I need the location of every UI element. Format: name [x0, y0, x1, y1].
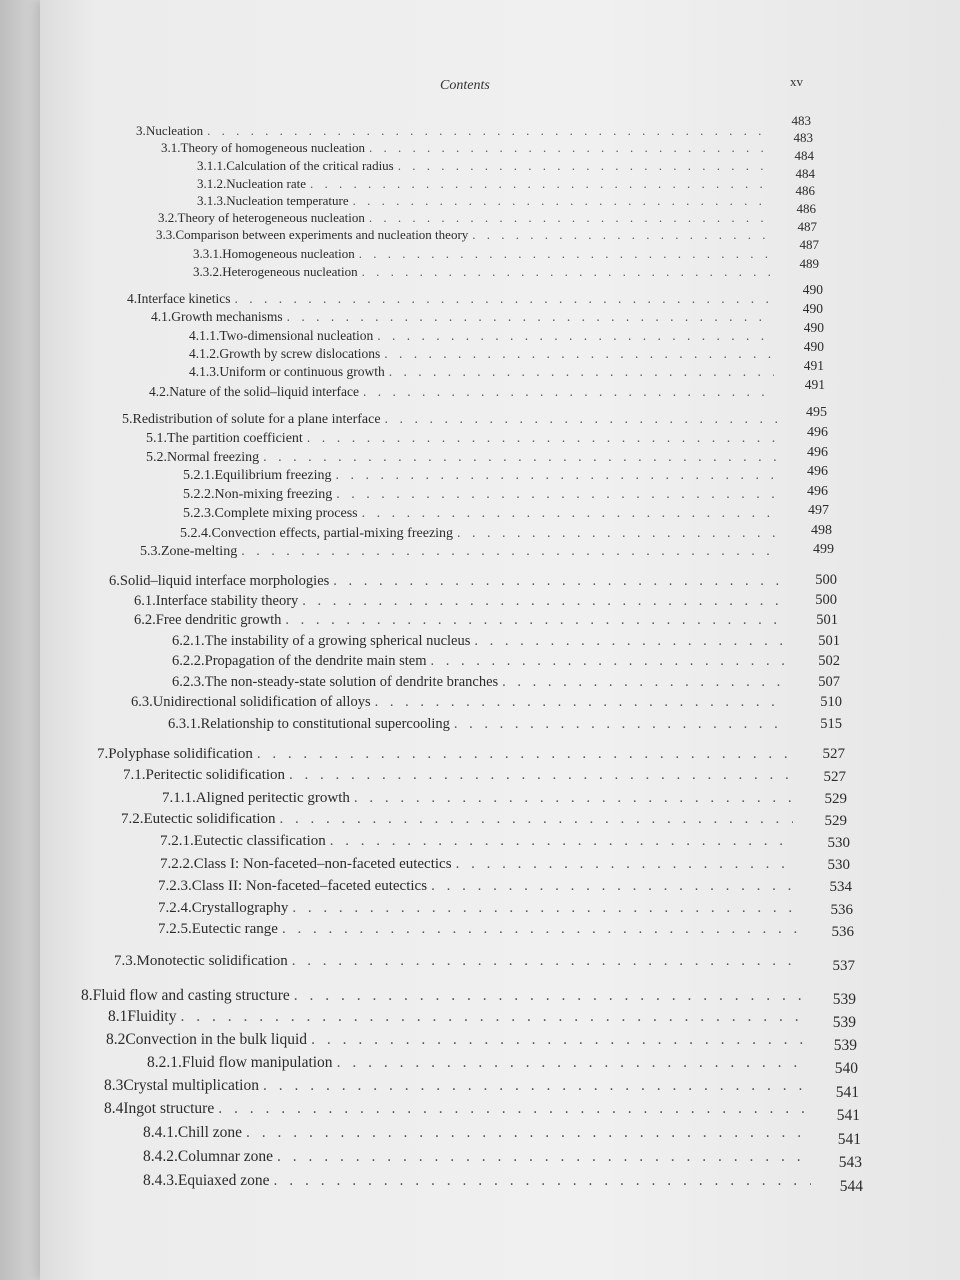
toc-entry-page-number: 496	[807, 425, 828, 440]
toc-entry-page-number: 490	[803, 339, 824, 354]
toc-entry-title: Crystal multiplication	[123, 1077, 259, 1094]
toc-entry-page-number: 484	[794, 148, 814, 163]
toc-entry	[193, 264, 770, 280]
toc-leader-dots	[330, 833, 795, 850]
toc-leader-dots	[369, 140, 765, 156]
toc-leader-dots	[310, 176, 765, 192]
toc-leader-dots	[363, 384, 775, 400]
toc-entry-title: Free dendritic growth	[155, 612, 282, 628]
toc-entry-title: Two-dimensional nucleation	[219, 328, 374, 343]
toc-entry	[189, 328, 773, 344]
toc-entry-number: 5.2.	[146, 450, 167, 465]
toc-entry	[136, 123, 765, 139]
toc-entry	[172, 633, 786, 650]
toc-entry-page-number: 527	[822, 746, 845, 762]
toc-entry-number: 6.2.2.	[172, 653, 205, 669]
toc-entry-page-number: 527	[823, 769, 846, 785]
toc-entry-title: Comparison between experiments and nucleation theory	[175, 227, 469, 242]
toc-entry-number: 7.1.	[123, 767, 146, 783]
toc-entry-number: 6.2.	[134, 612, 156, 628]
toc-entry-page-number: 490	[802, 301, 823, 316]
toc-entry-title: Columnar zone	[177, 1148, 274, 1165]
toc-entry-title: Theory of homogeneous nucleation	[180, 140, 365, 155]
toc-leader-dots	[333, 573, 785, 590]
toc-entry-number: 8.2.1.	[147, 1054, 182, 1071]
toc-entry	[143, 1172, 811, 1190]
toc-entry	[122, 412, 779, 428]
toc-entry-number: 8.	[81, 987, 93, 1004]
toc-entry	[134, 593, 785, 610]
toc-leader-dots	[287, 309, 772, 325]
toc-entry-title: Propagation of the dendrite main stem	[204, 653, 427, 669]
toc-entry-title: Class I: Non-faceted–non-faceted eutectics	[193, 856, 452, 872]
toc-entry-title: Redistribution of solute for a plane interface	[132, 412, 381, 427]
toc-leader-dots	[263, 450, 779, 466]
toc-entry	[134, 612, 786, 629]
toc-leader-dots	[398, 158, 765, 174]
toc-entry	[183, 487, 780, 503]
toc-leader-dots	[431, 653, 786, 670]
toc-entry-number: 8.4	[104, 1100, 124, 1117]
running-header-page-number: xv	[790, 74, 803, 89]
toc-entry-page-number: 529	[824, 813, 847, 829]
toc-entry-page-number: 543	[838, 1154, 862, 1171]
toc-entry-title: Solid–liquid interface morphologies	[119, 573, 330, 589]
toc-leader-dots	[337, 1054, 807, 1072]
toc-entry-page-number: 540	[834, 1060, 858, 1077]
toc-entry-number: 8.4.1.	[143, 1124, 178, 1141]
toc-entry	[104, 1100, 808, 1118]
toc-entry-number: 5.3.	[140, 544, 161, 559]
toc-entry-page-number: 498	[811, 523, 832, 538]
toc-entry-title: Relationship to constitutional supercooling	[200, 716, 450, 732]
toc-entry	[151, 309, 772, 325]
toc-entry-page-number: 496	[807, 464, 828, 479]
toc-entry-number: 7.2.	[121, 811, 144, 827]
toc-entry-page-number: 530	[827, 857, 850, 873]
toc-entry	[106, 1031, 806, 1049]
toc-entry-title: Fluid flow manipulation	[181, 1054, 333, 1071]
toc-entry-number: 6.2.1.	[172, 633, 205, 649]
toc-entry-title: Aligned peritectic growth	[195, 790, 350, 806]
toc-entry-number: 5.	[122, 412, 133, 427]
toc-entry-title: Nucleation temperature	[226, 193, 349, 208]
toc-entry-title: Growth by screw dislocations	[219, 346, 381, 361]
toc-entry-number: 3.1.1.	[197, 158, 227, 173]
toc-entry	[162, 790, 793, 807]
toc-entry	[183, 506, 780, 522]
toc-entry-title: Convection in the bulk liquid	[125, 1031, 308, 1048]
toc-leader-dots	[302, 593, 785, 610]
toc-leader-dots	[454, 716, 789, 733]
toc-entry-title: Interface kinetics	[137, 291, 231, 306]
toc-entry-title: Peritectic solidification	[145, 767, 286, 783]
toc-entry-page-number: 544	[839, 1178, 863, 1195]
toc-entry	[168, 716, 789, 733]
toc-entry-page-number: 539	[832, 991, 856, 1008]
toc-entry	[81, 987, 806, 1005]
toc-entry-number: 3.3.	[156, 227, 176, 242]
toc-entry-page-number: 491	[803, 358, 824, 373]
toc-entry-number: 6.1.	[134, 593, 156, 609]
toc-entry-number: 3.1.2.	[197, 176, 227, 191]
toc-entry	[108, 1008, 806, 1026]
toc-entry	[127, 291, 772, 307]
toc-entry-title: Complete mixing process	[214, 506, 358, 521]
toc-entry-number: 4.2.	[149, 384, 170, 399]
toc-entry-title: Equilibrium freezing	[214, 468, 332, 483]
toc-entry-number: 6.3.1.	[168, 716, 201, 732]
toc-leader-dots	[280, 811, 793, 828]
toc-entry	[109, 573, 785, 590]
toc-entry-page-number: 490	[803, 320, 824, 335]
toc-leader-dots	[292, 900, 797, 917]
toc-entry-title: Heterogeneous nucleation	[222, 264, 358, 279]
toc-leader-dots	[472, 227, 767, 243]
toc-entry	[160, 856, 795, 873]
toc-entry	[123, 767, 792, 784]
toc-entry	[189, 364, 774, 380]
toc-leader-dots	[180, 1008, 806, 1026]
toc-entry-number: 7.	[97, 746, 109, 762]
toc-leader-dots	[336, 468, 780, 484]
toc-entry-page-number: 500	[815, 572, 837, 588]
toc-entry-page-number: 487	[797, 219, 817, 234]
toc-leader-dots	[369, 210, 767, 226]
toc-entry	[140, 544, 781, 560]
toc-entry-title: Chill zone	[177, 1124, 243, 1141]
toc-entry-number: 7.1.1.	[162, 790, 196, 806]
toc-leader-dots	[263, 1077, 808, 1095]
toc-entry	[131, 694, 787, 711]
toc-entry-page-number: 490	[802, 282, 823, 297]
toc-leader-dots	[277, 1148, 810, 1166]
toc-leader-dots	[234, 291, 772, 307]
toc-leader-dots	[282, 921, 798, 938]
toc-entry	[172, 653, 786, 670]
toc-entry-page-number: 486	[796, 201, 816, 216]
toc-entry-number: 7.2.2.	[160, 856, 194, 872]
book-spine-shadow	[0, 0, 42, 1280]
toc-entry-title: Interface stability theory	[155, 593, 299, 609]
toc-entry	[180, 526, 781, 542]
toc-leader-dots	[257, 746, 792, 763]
toc-entry-title: Zone-melting	[161, 544, 238, 559]
toc-entry-page-number: 536	[830, 902, 853, 918]
toc-entry	[97, 746, 792, 763]
toc-entry	[143, 1148, 810, 1166]
toc-entry-page-number: 539	[832, 1014, 856, 1031]
toc-entry-number: 4.1.3.	[189, 364, 220, 379]
toc-entry-page-number: 496	[807, 484, 828, 499]
toc-entry-page-number: 534	[829, 879, 852, 895]
toc-entry-page-number: 495	[806, 405, 827, 420]
toc-entry-title: Growth mechanisms	[171, 309, 283, 324]
toc-leader-dots	[289, 767, 792, 784]
toc-entry-page-number: 501	[816, 612, 838, 628]
toc-entry-number: 7.2.5.	[158, 921, 192, 937]
toc-entry-number: 6.	[109, 573, 120, 589]
toc-entry	[147, 1054, 807, 1072]
toc-entry-title: Normal freezing	[167, 450, 260, 465]
toc-entry	[197, 176, 765, 192]
toc-entry-number: 4.1.1.	[189, 328, 220, 343]
toc-leader-dots	[336, 487, 780, 503]
toc-entry	[193, 246, 770, 262]
toc-entry-title: Homogeneous nucleation	[222, 246, 355, 261]
toc-entry-title: Uniform or continuous growth	[219, 364, 385, 379]
toc-entry	[114, 953, 802, 970]
toc-entry-page-number: 507	[818, 674, 840, 690]
toc-entry-title: Convection effects, partial-mixing freezing	[211, 526, 454, 541]
toc-entry-number: 3.1.3.	[197, 193, 227, 208]
toc-leader-dots	[457, 526, 781, 542]
toc-entry-page-number: 491	[804, 377, 825, 392]
toc-entry-page-number: 483	[791, 113, 811, 128]
toc-entry-title: The instability of a growing spherical nucleus	[204, 633, 471, 649]
toc-entry-title: Equiaxed zone	[177, 1172, 270, 1189]
toc-entry-title: Polyphase solidification	[108, 746, 253, 762]
toc-entry-page-number: 501	[818, 633, 840, 649]
toc-entry-number: 7.2.3.	[158, 878, 192, 894]
toc-entry	[104, 1077, 808, 1095]
toc-entry-number: 3.3.2.	[193, 264, 223, 279]
toc-entry-number: 8.4.3.	[143, 1172, 178, 1189]
toc-entry-page-number: 510	[820, 694, 842, 710]
toc-entry-number: 6.2.3.	[172, 674, 205, 690]
toc-entry-page-number: 541	[836, 1107, 860, 1124]
toc-leader-dots	[241, 544, 781, 560]
toc-entry-number: 8.2	[106, 1031, 126, 1048]
toc-entry-page-number: 536	[831, 924, 854, 940]
toc-entry-page-number: 537	[832, 958, 855, 974]
toc-entry	[183, 468, 780, 484]
toc-entry-number: 5.2.3.	[183, 506, 215, 521]
toc-leader-dots	[307, 431, 779, 447]
toc-entry	[158, 878, 796, 895]
toc-entry-number: 3.2.	[158, 210, 178, 225]
toc-entry	[156, 227, 767, 243]
toc-leader-dots	[207, 123, 765, 139]
toc-entry	[160, 833, 795, 850]
toc-entry-page-number: 500	[815, 592, 837, 608]
toc-entry	[197, 158, 765, 174]
toc-entry-number: 8.1	[108, 1008, 128, 1025]
toc-entry-page-number: 529	[824, 791, 847, 807]
toc-entry	[161, 140, 765, 156]
toc-leader-dots	[311, 1031, 806, 1049]
toc-leader-dots	[218, 1100, 808, 1118]
toc-entry	[146, 431, 779, 447]
toc-entry-page-number: 530	[827, 835, 850, 851]
toc-entry-page-number: 541	[837, 1131, 861, 1148]
toc-entry-number: 3.3.1.	[193, 246, 223, 261]
toc-entry-number: 7.2.1.	[160, 833, 194, 849]
toc-entry-title: The non-steady-state solution of dendrite branches	[204, 674, 499, 690]
toc-entry	[158, 210, 767, 226]
toc-leader-dots	[385, 412, 779, 428]
toc-entry-number: 7.2.4.	[158, 900, 192, 916]
toc-entry	[121, 811, 793, 828]
toc-entry-page-number: 499	[813, 542, 834, 557]
toc-leader-dots	[377, 328, 773, 344]
toc-entry-title: Ingot structure	[123, 1100, 215, 1117]
toc-leader-dots	[375, 694, 787, 711]
toc-leader-dots	[353, 193, 765, 209]
toc-leader-dots	[285, 612, 786, 629]
toc-entry-title: Calculation of the critical radius	[226, 158, 394, 173]
toc-entry-title: Class II: Non-faceted–faceted eutectics	[191, 878, 428, 894]
toc-entry-title: Unidirectional solidification of alloys	[152, 694, 371, 710]
toc-entry-title: Fluid flow and casting structure	[92, 987, 290, 1004]
toc-entry-page-number: 486	[795, 183, 815, 198]
toc-entry-title: Nucleation rate	[226, 176, 307, 191]
toc-entry-page-number: 539	[833, 1037, 857, 1054]
toc-leader-dots	[359, 246, 770, 262]
toc-entry-page-number: 502	[818, 653, 840, 669]
toc-leader-dots	[474, 633, 786, 650]
toc-entry-page-number: 484	[795, 166, 815, 181]
toc-entry-title: The partition coefficient	[167, 431, 303, 446]
toc-entry-page-number: 496	[807, 445, 828, 460]
toc-leader-dots	[502, 674, 787, 691]
toc-entry	[149, 384, 775, 400]
toc-entry-number: 5.2.4.	[180, 526, 212, 541]
toc-entry-number: 4.	[127, 291, 138, 306]
toc-entry-page-number: 489	[799, 256, 819, 271]
toc-entry	[143, 1124, 809, 1142]
toc-entry-title: Fluidity	[127, 1008, 177, 1025]
toc-entry-page-number: 483	[793, 130, 813, 145]
toc-entry-number: 4.1.	[151, 309, 172, 324]
toc-entry-title: Monotectic solidification	[136, 953, 288, 969]
toc-leader-dots	[292, 953, 802, 970]
toc-entry-page-number: 487	[799, 237, 819, 252]
toc-entry	[158, 921, 798, 938]
toc-entry-title: Crystallography	[191, 900, 289, 916]
toc-entry-number: 3.1.	[161, 140, 181, 155]
toc-entry-page-number: 515	[820, 716, 842, 732]
toc-entry-number: 8.3	[104, 1077, 124, 1094]
toc-entry-number: 8.4.2.	[143, 1148, 178, 1165]
toc-entry-number: 5.1.	[146, 431, 167, 446]
toc-entry-number: 5.2.2.	[183, 487, 215, 502]
toc-leader-dots	[384, 346, 773, 362]
toc-entry-number: 4.1.2.	[189, 346, 220, 361]
toc-entry-title: Nucleation	[146, 123, 204, 138]
toc-leader-dots	[294, 987, 806, 1005]
toc-leader-dots	[362, 264, 770, 280]
running-header-title: Contents	[440, 78, 490, 93]
toc-leader-dots	[274, 1172, 811, 1190]
toc-leader-dots	[362, 506, 780, 522]
toc-entry-title: Non-mixing freezing	[214, 487, 333, 502]
toc-leader-dots	[389, 364, 774, 380]
toc-leader-dots	[456, 856, 795, 873]
toc-entry	[172, 674, 787, 691]
toc-entry	[146, 450, 779, 466]
toc-entry	[158, 900, 797, 917]
toc-entry-title: Eutectic classification	[193, 833, 326, 849]
toc-entry	[197, 193, 765, 209]
toc-entry-page-number: 497	[808, 503, 829, 518]
toc-entry-number: 3.	[136, 123, 146, 138]
toc-entry-number: 7.3.	[114, 953, 137, 969]
toc-entry-title: Eutectic solidification	[143, 811, 276, 827]
toc-entry-title: Theory of heterogeneous nucleation	[177, 210, 365, 225]
toc-entry-title: Nature of the solid–liquid interface	[169, 384, 359, 399]
toc-leader-dots	[246, 1124, 809, 1142]
toc-leader-dots	[431, 878, 796, 895]
toc-entry-number: 6.3.	[131, 694, 153, 710]
toc-entry-number: 5.2.1.	[183, 468, 215, 483]
toc-entry	[189, 346, 773, 362]
toc-entry-title: Eutectic range	[191, 921, 278, 937]
toc-entry-page-number: 541	[835, 1084, 859, 1101]
toc-leader-dots	[354, 790, 793, 807]
